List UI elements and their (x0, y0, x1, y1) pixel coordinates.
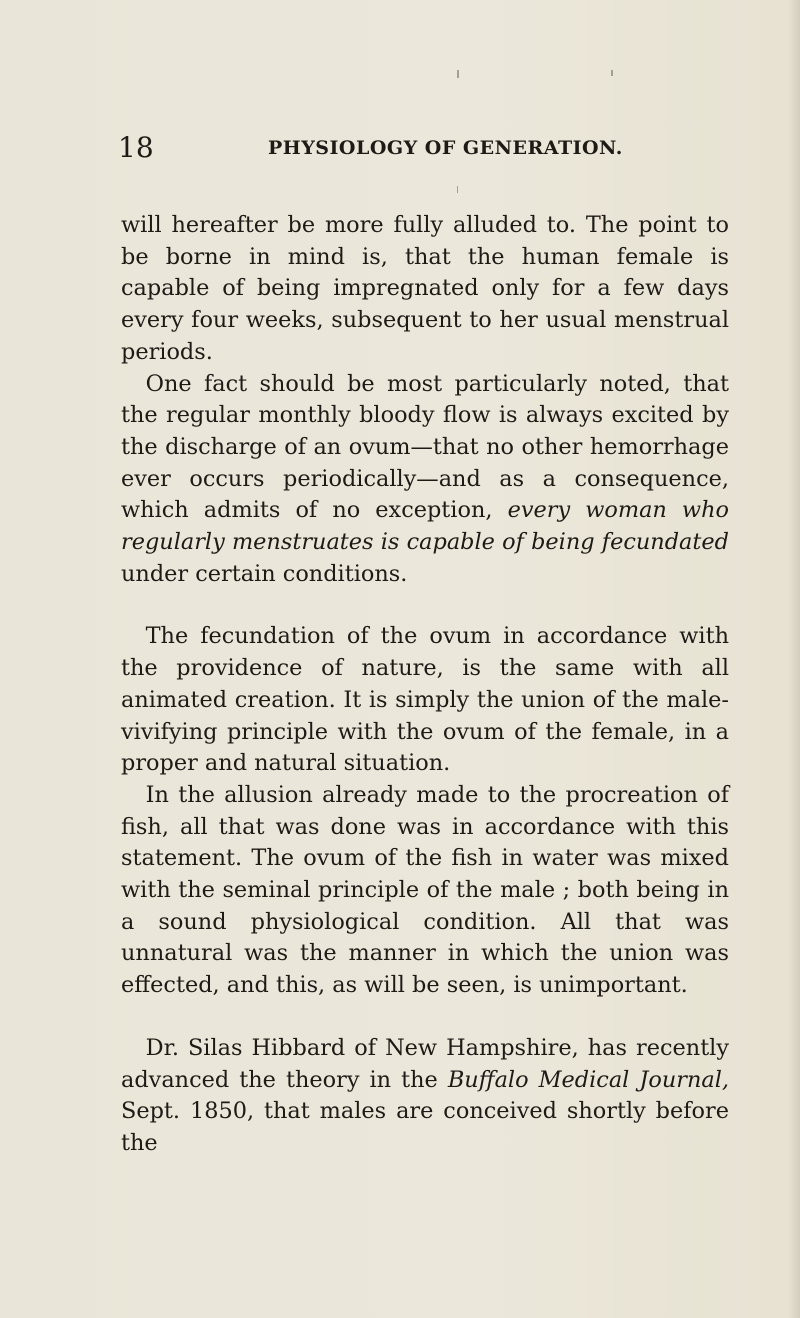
paragraph: The fecundation of the ovum in accordance with the providence of nature, is the same with all animated creation. It is simply the union of the male-vivifying principle with the ovum of the female, in a proper and natural situation. (121, 623, 729, 777)
paragraph-text: One fact should be most particularly noted, that the regular monthly bloody flow is always excited by the discharge of an ovum—that no other hemorrhage ever occurs periodically—and as a consequence, which admits of no exception, (121, 370, 729, 524)
running-head: PHYSIOLOGY OF GENERATION. (268, 137, 623, 159)
body-text (121, 210, 729, 1160)
journal-title: Buffalo Medical Journal, (447, 1066, 729, 1093)
page-number: 18 (118, 131, 154, 164)
ink-speck (457, 70, 459, 78)
page-edge-shadow (788, 0, 800, 1318)
paragraph-text: Sept. 1850, that males are conceived shortly before the (121, 1098, 729, 1156)
paragraph: will hereafter be more fully alluded to. The point to be borne in mind is, that the human female is capable of being impregnated only for a few days every four weeks, subsequent to her usual menstrual periods. (121, 212, 729, 365)
paragraph-text: under certain conditions. (121, 560, 408, 587)
ink-speck (457, 186, 458, 193)
paragraph: In the allusion already made to the procreation of fish, all that was done was in accordance with this statement. The ovum of the fish in water was mixed with the seminal principle of the male ; both being in a sound physiological condition. All that was unnatural was the manner in which the union was effected, and this, as will be seen, is unimportant. (121, 781, 729, 999)
paragraph-text: Dr. Silas Hibbard of New Hampshire, has recently advanced the theory in the (121, 1034, 729, 1093)
italic-emphasis: every woman who regularly menstruates is capable of being fecundated (121, 497, 729, 556)
paragraph (121, 1033, 729, 1160)
ink-speck (611, 70, 613, 76)
page-header (118, 128, 738, 168)
paragraph (121, 369, 729, 591)
